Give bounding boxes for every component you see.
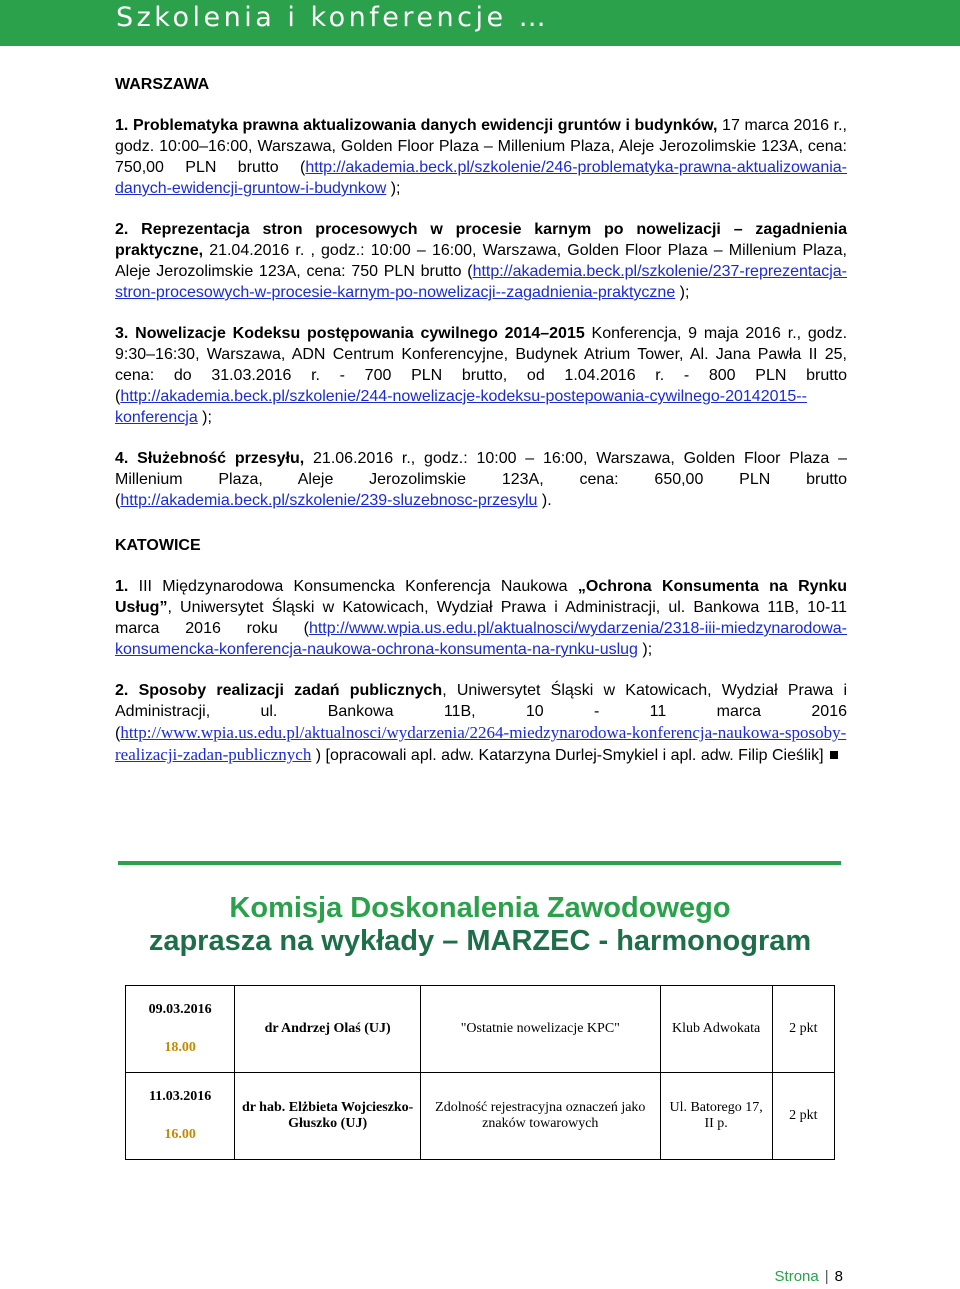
event-details: 21.04.2016 r. , godz.: 10:00 – 16:00, Warszawa, Golden Floor Plaza – Millenium Plaza, Aleje Jerozolimskie 123A, cena: 750 PLN brutto ( [115,242,847,280]
place-cell: Klub Adwokata [660,986,772,1073]
speaker-cell: dr hab. Elżbieta Wojcieszko-Głuszko (UJ) [235,1073,421,1160]
date-cell [126,1073,235,1160]
points-cell: 2 pkt [772,1073,834,1160]
event-number: 3. [115,325,129,342]
event-title: Problematyka prawna aktualizowania danych ewidencji gruntów i budynków, [132,117,718,134]
event-number: 1. [115,578,129,595]
speaker-cell: dr Andrzej Olaś (UJ) [235,986,421,1073]
event-details: 17 marca 2016 r., godz. 10:00–16:00, Warszawa, Golden Floor Plaza – Millenium Plaza, Aleje Jerozolimskie 123A, cena: 750,00 PLN brutto ( [115,117,847,176]
event-details: , Uniwersytet Śląski w Katowicach, Wydział Prawa i Administracji, ul. Bankowa 11B, 10-11 marca 2016 roku ( [115,599,847,637]
event-number: 1. [115,117,129,134]
page-footer [775,1268,843,1285]
event-link[interactable]: http://www.wpia.us.edu.pl/aktualnosci/wydarzenia/2264-miedzynarodowa-konferencja-naukowa-sposoby-realizacji-zadan-publicznych [115,723,847,764]
city-heading-katowice: KATOWICE [115,537,201,554]
event-number: 2. [115,221,129,238]
event-title: Służebność przesyłu, [137,450,305,467]
event-item: 4. Służebność przesyłu, 21.06.2016 r., godz.: 10:00 – 16:00, Warszawa, Golden Floor Plaza – Millenium Plaza, Aleje Jerozolimskie 123A, cena: 650,00 PLN brutto (http://akademia.beck.pl/szkolenie/239-sluzebnosc-przesylu ). [115,450,847,509]
event-details: Konferencja, 9 maja 2016 r., godz. 9:30–16:30, Warszawa, ADN Centrum Konferencyjne, Budynek Atrium Tower, Al. Jana Pawła II 25, cena: do 31.03.2016 r. - 700 PLN brutto, od 1.04.2016 r. - 800 PLN brutto ( [115,325,848,405]
section-title: Szkolenia i konferencje … [116,2,550,33]
topic-cell: "Ostatnie nowelizacje KPC" [421,986,661,1073]
city-heading-warszawa: WARSZAWA [115,76,210,93]
page-number: 8 [834,1268,843,1285]
event-number: 4. [115,450,129,467]
event-item: 2. Reprezentacja stron procesowych w procesie karnym po nowelizacji – zagadnienia praktyczne, 21.04.2016 r. , godz.: 10:00 – 16:00, Warszawa, Golden Floor Plaza – Millenium Plaza, Aleje Jerozolimskie 123A, cena: 750 PLN brutto (http://akademia.beck.pl/szkolenie/237-reprezentacja-stron-procesowych-w-procesie-karnym-po-nowelizacji--zagadnienia-praktyczne ); [115,221,847,301]
points-cell: 2 pkt [772,986,834,1073]
events-list [115,74,847,786]
place-cell: Ul. Batorego 17, II p. [660,1073,772,1160]
event-item: 1. Problematyka prawna aktualizowania danych ewidencji gruntów i budynków, 17 marca 2016 r., godz. 10:00–16:00, Warszawa, Golden Floor Plaza – Millenium Plaza, Aleje Jerozolimskie 123A, cena: 750,00 PLN brutto (http://akademia.beck.pl/szkolenie/246-problematyka-prawna-aktualizowania-danych-ewidencji-gruntow-i-budynkow ); [115,117,847,197]
section-banner [0,0,960,46]
event-link[interactable]: http://akademia.beck.pl/szkolenie/246-problematyka-prawna-aktualizowania-danych-ewidencji-gruntow-i-budynkow [115,159,847,197]
lecture-time: 18.00 [164,1040,196,1055]
event-details: 21.06.2016 r., godz.: 10:00 – 16:00, Warszawa, Golden Floor Plaza – Millenium Plaza, Aleje Jerozolimskie 123A, cena: 650,00 PLN brutto ( [115,450,847,509]
topic-cell: Zdolność rejestracyjna oznaczeń jako znaków towarowych [421,1073,661,1160]
green-divider [118,861,841,865]
lecture-date: 11.03.2016 [149,1089,212,1104]
event-link[interactable]: http://akademia.beck.pl/szkolenie/244-nowelizacje-kodeksu-postepowania-cywilnego-20142015--konferencja [115,388,807,426]
end-of-section-square-icon [830,751,838,759]
footer-label: Strona [774,1268,819,1285]
event-title: Nowelizacje Kodeksu postępowania cywilnego 2014–2015 [135,325,585,342]
headline-line-1: Komisja Doskonalenia Zawodowego [229,892,731,924]
event-item: 1. III Międzynarodowa Konsumencka Konferencja Naukowa „Ochrona Konsumenta na Rynku Usług”, Uniwersytet Śląski w Katowicach, Wydział Prawa i Administracji, ul. Bankowa 11B, 10-11 marca 2016 roku (http://www.wpia.us.edu.pl/aktualnosci/wydarzenia/2318-iii-miedzynarodowa-konsumencka-konferencja-naukowa-ochrona-konsumenta-na-rynku-uslug ); [115,578,848,658]
headline-line-2: zaprasza na wykłady – MARZEC - harmonogram [148,925,812,957]
lecture-time: 16.00 [164,1127,196,1142]
event-link[interactable]: http://akademia.beck.pl/szkolenie/237-reprezentacja-stron-procesowych-w-procesie-karnym-po-nowelizacji--zagadnienia-praktyczne [115,263,847,301]
table-row [126,1073,835,1160]
lecture-schedule-table [125,985,835,1160]
event-item: 2. Sposoby realizacji zadań publicznych, Uniwersytet Śląski w Katowicach, Wydział Prawa i Administracji, ul. Bankowa 11B, 10 - 11 marca 2016 (http://www.wpia.us.edu.pl/aktualnosci/wydarzenia/2264-miedzynarodowa-konferencja-naukowa-sposoby-realizacji-zadan-publicznych ) [opracowali apl. adw. Katarzyna Durlej-Smykiel i apl. adw. Filip Cieślik] [115,682,848,764]
table-row [126,986,835,1073]
date-cell [126,986,235,1073]
event-title: Reprezentacja stron procesowych w procesie karnym po nowelizacji – zagadnienia praktyczne, [115,221,847,259]
event-title: „Ochrona Konsumenta na Rynku Usług” [115,578,848,616]
event-number: 2. [115,682,129,699]
event-link[interactable]: http://www.wpia.us.edu.pl/aktualnosci/wydarzenia/2318-iii-miedzynarodowa-konsumencka-konferencja-naukowa-ochrona-konsumenta-na-rynku-uslug [115,620,847,658]
footer-separator: | [824,1268,829,1285]
event-item: 3. Nowelizacje Kodeksu postępowania cywilnego 2014–2015 Konferencja, 9 maja 2016 r., godz. 9:30–16:30, Warszawa, ADN Centrum Konferencyjne, Budynek Atrium Tower, Al. Jana Pawła II 25, cena: do 31.03.2016 r. - 700 PLN brutto, od 1.04.2016 r. - 800 PLN brutto (http://akademia.beck.pl/szkolenie/244-nowelizacje-kodeksu-postepowania-cywilnego-20142015--konferencja ); [115,325,848,426]
event-title: Sposoby realizacji zadań publicznych [138,682,443,699]
event-details: , Uniwersytet Śląski w Katowicach, Wydział Prawa i Administracji, ul. Bankowa 11B, 10 - 11 marca 2016 ( [115,682,848,742]
lecture-date: 09.03.2016 [148,1002,212,1017]
event-link[interactable]: http://akademia.beck.pl/szkolenie/239-sluzebnosc-przesylu [120,492,538,509]
lecture-headline [0,892,960,958]
